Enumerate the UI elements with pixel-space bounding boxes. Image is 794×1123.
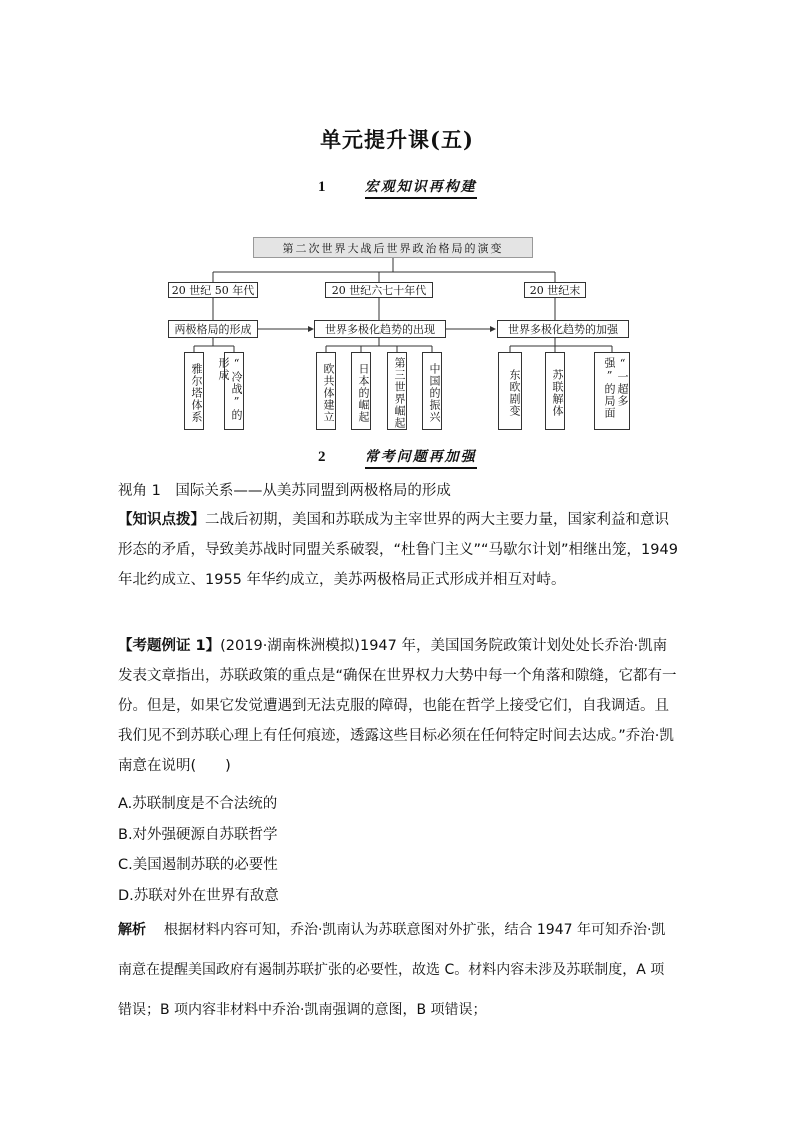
leaf-soviet-collapse: 苏联解体 xyxy=(545,352,565,430)
analysis-tag: 解析 xyxy=(118,922,146,938)
leaf-ec: 欧共体建立 xyxy=(316,352,336,430)
stage-bipolar-formation: 两极格局的形成 xyxy=(168,320,258,338)
stage-multipolar-emergence: 世界多极化趋势的出现 xyxy=(314,320,446,338)
knowledge-text: 二战后初期，美国和苏联成为主宰世界的两大主要力量，国家利益和意识形态的矛盾，导致美苏战时同盟关系破裂，“杜鲁门主义”“马歇尔计划”相继出笼，1949 年北约成立、1955 年华约成立，美苏两极格局正式形成并相互对峙。 xyxy=(118,512,678,588)
section-2-number: 2 xyxy=(318,449,326,465)
era-late-20th: 20 世纪末 xyxy=(524,282,586,298)
knowledge-paragraph xyxy=(118,505,678,595)
section-2-label: 常考问题再加强 xyxy=(365,449,477,469)
example-text: (2019·湖南株洲模拟)1947 年，美国国务院政策计划处处长乔治·凯南发表文章指出，苏联政策的重点是“确保在世界权力大势中每一个角落和隙缝，它都有一份。但是，如果它发觉遭遇到无法克服的障碍，也能在哲学上接受它们，自我调适。且我们见不到苏联心理上有任何痕迹，透露这些目标必须在任何特定时间去达成。”乔治·凯南意在说明( ) xyxy=(118,638,677,774)
example-tag: 【考题例证 1】 xyxy=(118,638,221,654)
example-paragraph xyxy=(118,631,678,781)
leaf-japan: 日本的崛起 xyxy=(351,352,371,430)
leaf-eastern-europe: 东欧剧变 xyxy=(498,352,522,430)
era-1960s-70s: 20 世纪六七十年代 xyxy=(325,282,433,298)
page-title: 单元提升课(五) xyxy=(320,127,474,152)
analysis-text: 根据材料内容可知，乔治·凯南认为苏联意图对外扩张，结合 1947 年可知乔治·凯南意在提醒美国政府有遏制苏联扩张的必要性，故选 C。材料内容未涉及苏联制度，A 项错误；B 项内容非材料中乔治·凯南强调的意图，B 项错误； xyxy=(118,922,666,1018)
section-1-number: 1 xyxy=(318,179,326,195)
option-a: A.苏联制度是不合法统的 xyxy=(118,796,278,812)
knowledge-tag: 【知识点拨】 xyxy=(118,512,205,528)
analysis-paragraph xyxy=(118,910,678,1030)
option-b: B.对外强硬源自苏联哲学 xyxy=(118,827,278,843)
leaf-yalta: 雅尔塔体系 xyxy=(184,352,204,430)
angle-heading: 视角 1 国际关系——从美苏同盟到两极格局的形成 xyxy=(118,483,451,499)
section-2-heading xyxy=(318,446,477,466)
leaf-third-world: 第三世界崛起 xyxy=(387,352,407,430)
option-c: C.美国遏制苏联的必要性 xyxy=(118,857,278,873)
era-1950s: 20 世纪 50 年代 xyxy=(168,282,258,298)
leaf-one-superpower: “一超多强”的局面 xyxy=(594,352,630,430)
stage-multipolar-strengthening: 世界多极化趋势的加强 xyxy=(497,320,629,338)
leaf-china: 中国的振兴 xyxy=(422,352,442,430)
diagram-root: 第二次世界大战后世界政治格局的演变 xyxy=(253,237,533,258)
section-1-label: 宏观知识再构建 xyxy=(365,179,477,199)
option-d: D.苏联对外在世界有敌意 xyxy=(118,888,279,904)
leaf-cold-war: “冷战”的形成 xyxy=(224,352,244,430)
